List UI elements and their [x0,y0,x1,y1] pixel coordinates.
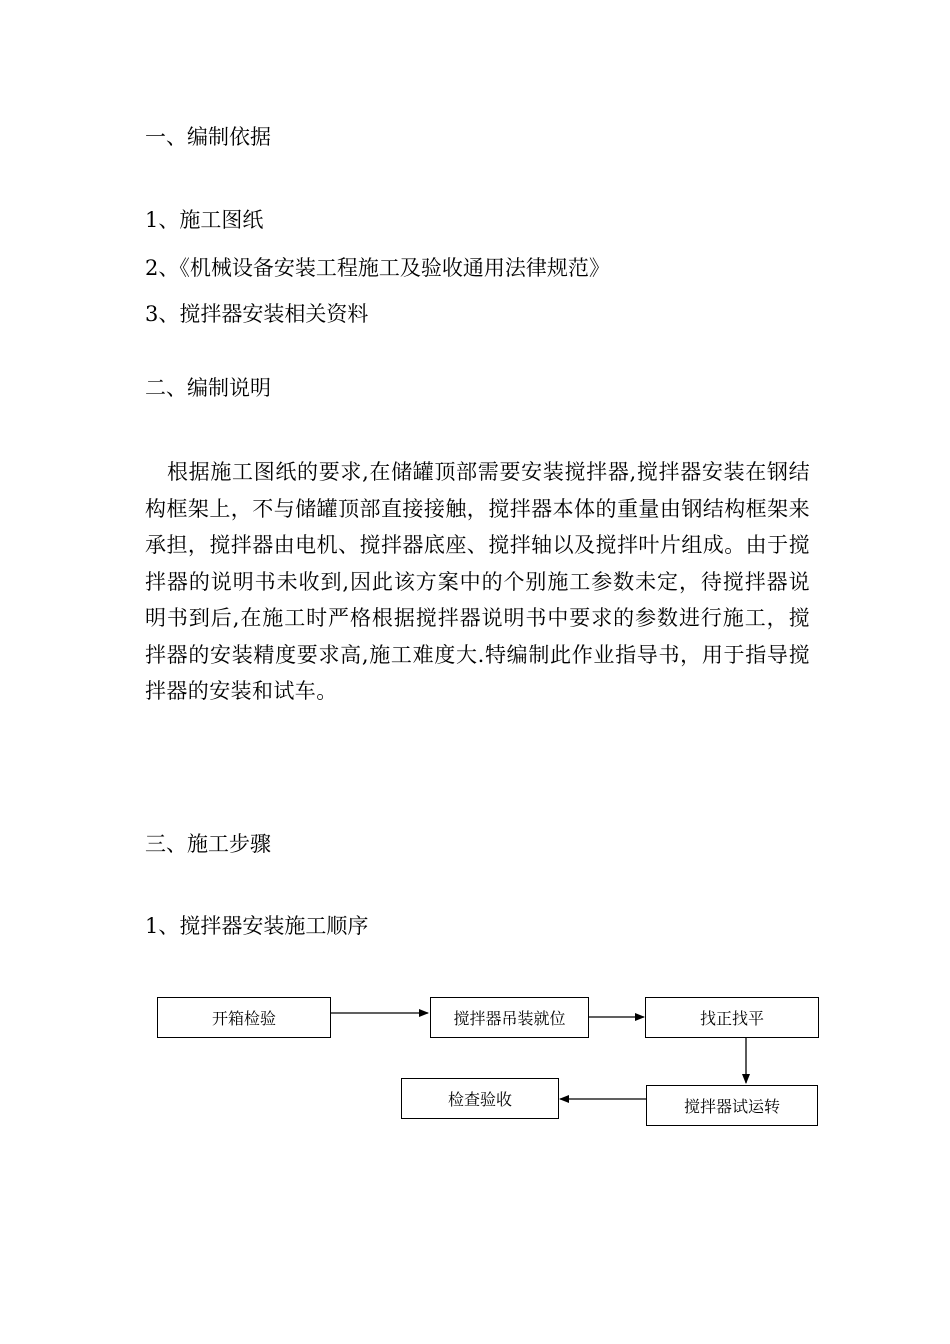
section-heading-explain: 二、编制说明 [145,376,271,400]
flow-step-trial-run: 搅拌器试运转 [646,1085,818,1126]
flow-step-final-acceptance: 检查验收 [401,1078,559,1119]
explain-paragraph: 根据施工图纸的要求,在储罐顶部需要安装搅拌器,搅拌器安装在钢结构框架上，不与储罐顶部直接接触，搅拌器本体的重量由钢结构框架来承担，搅拌器由电机、搅拌器底座、搅拌轴以及搅拌叶片组成。由于搅拌器的说明书未收到,因此该方案中的个别施工参数未定，待搅拌器说明书到后,在施工时严格根据搅拌器说明书中要求的参数进行施工，搅拌器的安装精度要求高,施工难度大.特编制此作业指导书，用于指导搅拌器的安装和试车。 [145,460,810,703]
flow-step-align-level: 找正找平 [645,997,819,1038]
list-item: 3、搅拌器安装相关资料 [145,302,369,326]
flow-step-unpack-inspection: 开箱检验 [157,997,331,1038]
flow-step-hoist-position: 搅拌器吊装就位 [430,997,589,1038]
section-heading-steps: 三、施工步骤 [145,832,271,856]
steps-subheading: 1、搅拌器安装施工顺序 [145,914,369,938]
section-heading-basis: 一、编制依据 [145,125,271,149]
list-item: 2、《机械设备安装工程施工及验收通用法律规范》 [145,256,610,280]
list-item: 1、施工图纸 [145,208,264,232]
